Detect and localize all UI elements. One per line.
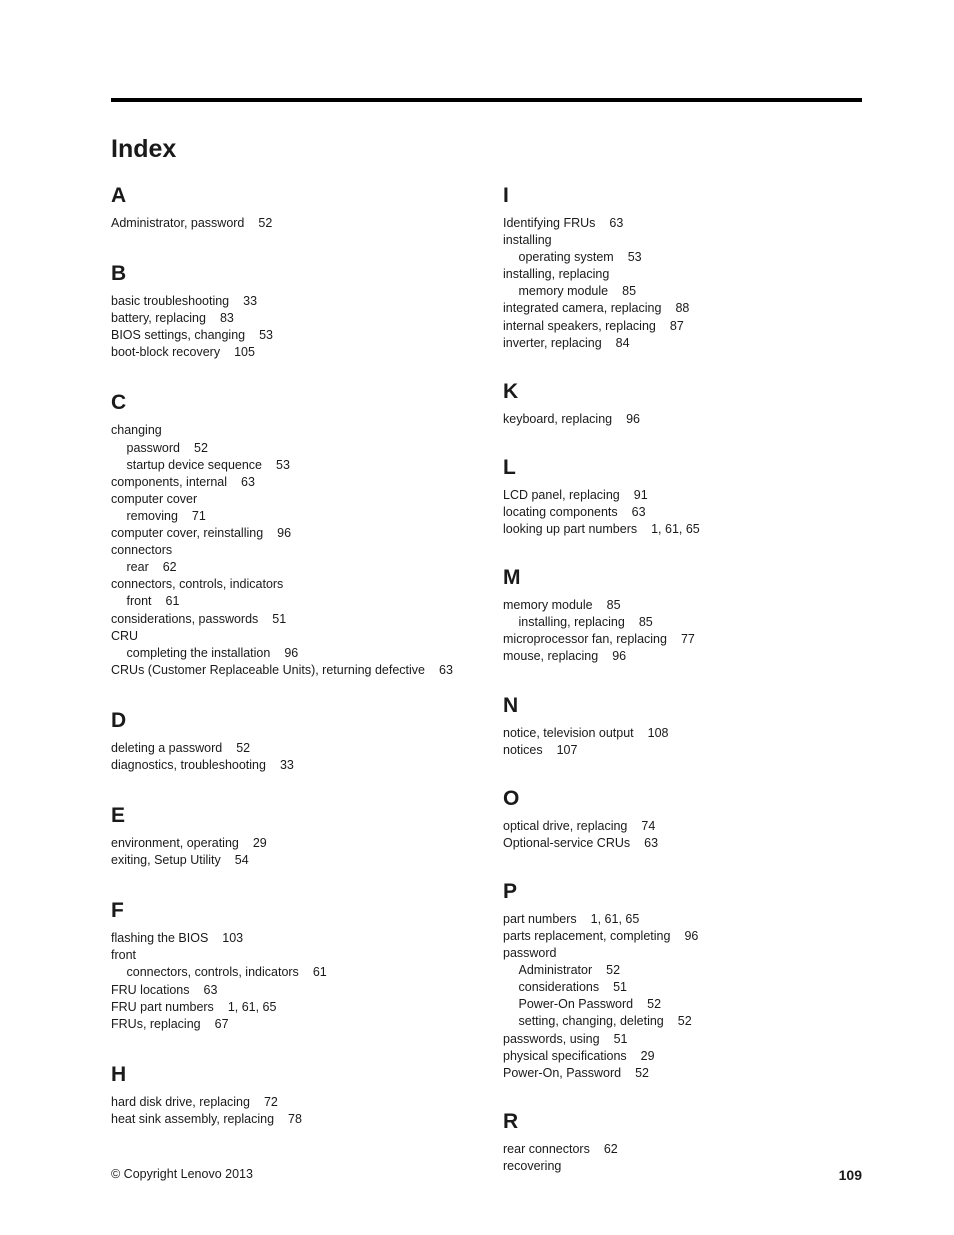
entry-term: microprocessor fan, replacing: [503, 632, 667, 647]
index-section-c: [111, 388, 481, 678]
section-letter: D: [111, 708, 127, 732]
entry-term: environment, operating: [111, 836, 239, 851]
section-letter: F: [111, 899, 124, 923]
entry-term: passwords, using: [503, 1031, 600, 1046]
entry-page-ref: 61: [165, 594, 180, 609]
entry-term: completing the installation: [126, 645, 271, 660]
section-letter: I: [503, 184, 509, 207]
index-entry: [111, 1016, 481, 1033]
entry-page-ref: 72: [263, 1094, 278, 1109]
entry-term: Power-On, Password: [503, 1065, 622, 1080]
entry-term: hard disk drive, replacing: [111, 1094, 250, 1109]
entry-term: Identifying FRUs: [503, 216, 596, 230]
index-section-i: [503, 181, 873, 352]
entry-term: notices: [503, 742, 543, 757]
section-letter: C: [111, 391, 127, 415]
index-entry: [503, 742, 873, 759]
index-subentry: [111, 645, 481, 662]
index-subentry: [111, 508, 481, 525]
entry-page-ref: 103: [222, 931, 244, 946]
entry-page-ref: 96: [284, 645, 299, 660]
entry-page-ref: 78: [288, 1111, 302, 1126]
index-entry: [503, 318, 873, 335]
index-subentry: [111, 440, 481, 457]
index-section-o: [503, 784, 873, 852]
entry-term: BIOS settings, changing: [111, 328, 246, 343]
entry-term: Administrator, password: [111, 216, 245, 230]
entry-term: installing, replacing: [518, 615, 625, 630]
entry-page-ref: 1, 61, 65: [227, 999, 277, 1014]
index-entry: [503, 487, 873, 504]
entry-term: memory module: [503, 598, 593, 613]
entry-term: installing: [503, 233, 552, 248]
index-entry: [503, 232, 873, 249]
entry-term: recovering: [503, 1158, 562, 1173]
index-entry: [503, 1158, 873, 1175]
entry-term: operating system: [518, 250, 614, 265]
entry-term: front: [126, 594, 152, 609]
entry-term: keyboard, replacing: [503, 411, 613, 426]
index-entry: [503, 1048, 873, 1065]
entry-term: components, internal: [111, 474, 228, 489]
index-entry: [111, 662, 481, 679]
index-subentry: [503, 283, 873, 300]
entry-term: CRU: [111, 628, 139, 643]
index-entry: [503, 725, 873, 742]
index-entry: [503, 1065, 873, 1082]
index-entry: [503, 521, 873, 538]
index-subentry: [503, 996, 873, 1013]
index-entry: [503, 911, 873, 928]
entry-term: password: [503, 946, 557, 961]
entry-term: setting, changing, deleting: [518, 1014, 664, 1029]
index-entry: [503, 648, 873, 665]
index-entry: [503, 945, 873, 962]
index-entry: [111, 344, 481, 361]
index-entry: [503, 597, 873, 614]
section-letter: E: [111, 804, 126, 828]
index-entry: [111, 576, 481, 593]
index-entry: [503, 504, 873, 521]
entry-page-ref: 1, 61, 65: [590, 911, 640, 926]
index-section-b: [111, 259, 481, 361]
entry-page-ref: 91: [633, 487, 648, 502]
entry-term: FRUs, replacing: [111, 1016, 201, 1031]
entry-page-ref: 71: [191, 508, 206, 523]
entry-page-ref: 63: [644, 835, 659, 850]
index-section-f: [111, 896, 481, 1033]
entry-term: inverter, replacing: [503, 335, 602, 350]
index-entry: [111, 999, 481, 1016]
entry-term: heat sink assembly, replacing: [111, 1111, 275, 1126]
entry-term: password: [126, 440, 180, 455]
entry-term: considerations: [518, 980, 600, 995]
entry-term: startup device sequence: [126, 457, 263, 472]
entry-page-ref: 96: [612, 649, 627, 664]
entry-term: physical specifications: [503, 1048, 627, 1063]
entry-term: computer cover, reinstalling: [111, 526, 264, 541]
entry-page-ref: 85: [622, 284, 637, 299]
index-section-m: [503, 563, 873, 665]
index-section-k: [503, 377, 873, 428]
entry-page-ref: 96: [626, 411, 641, 426]
entry-page-ref: 63: [241, 474, 255, 489]
index-entry: [111, 757, 481, 774]
index-entry: [503, 1141, 873, 1158]
entry-page-ref: 63: [439, 662, 453, 677]
index-entry: [111, 474, 481, 491]
entry-page-ref: 63: [631, 504, 646, 519]
index-subentry: [503, 1013, 873, 1030]
entry-term: mouse, replacing: [503, 649, 599, 664]
entry-page-ref: 85: [638, 615, 653, 630]
index-entry: [111, 835, 481, 852]
page-number: 109: [838, 1167, 862, 1183]
index-entry: [503, 300, 873, 317]
entry-page-ref: 29: [640, 1048, 655, 1063]
section-letter: H: [111, 1062, 127, 1086]
index-entry: [111, 930, 481, 947]
entry-term: LCD panel, replacing: [503, 487, 620, 502]
entry-page-ref: 62: [603, 1141, 618, 1156]
entry-term: connectors: [111, 543, 173, 558]
entry-page-ref: 53: [276, 457, 290, 472]
entry-page-ref: 77: [680, 632, 695, 647]
index-entry: [111, 982, 481, 999]
index-section-r: [503, 1107, 873, 1175]
entry-term: memory module: [518, 284, 609, 299]
entry-term: deleting a password: [111, 740, 223, 755]
entry-page-ref: 52: [606, 963, 621, 978]
entry-page-ref: 52: [194, 440, 208, 455]
entry-page-ref: 96: [684, 928, 699, 943]
entry-term: diagnostics, troubleshooting: [111, 757, 266, 772]
entry-term: connectors, controls, indicators: [111, 577, 284, 592]
entry-page-ref: 61: [312, 965, 327, 980]
entry-term: boot-block recovery: [111, 345, 221, 360]
entry-page-ref: 52: [677, 1014, 692, 1029]
entry-page-ref: 108: [647, 725, 669, 740]
index-section-l: [503, 453, 873, 538]
entry-page-ref: 96: [277, 526, 292, 541]
index-entry: [503, 818, 873, 835]
index-entry: [111, 611, 481, 628]
entry-page-ref: 52: [647, 997, 662, 1012]
entry-page-ref: 33: [243, 294, 258, 309]
section-letter: P: [503, 879, 518, 903]
entry-page-ref: 1, 61, 65: [651, 522, 700, 537]
index-entry: [111, 327, 481, 344]
entry-page-ref: 53: [627, 250, 642, 265]
entry-term: FRU part numbers: [111, 999, 214, 1014]
section-letter: O: [503, 786, 520, 810]
entry-page-ref: 67: [214, 1016, 229, 1031]
entry-term: flashing the BIOS: [111, 931, 209, 946]
entry-page-ref: 83: [219, 311, 234, 326]
entry-term: removing: [126, 508, 178, 523]
section-letter: N: [503, 693, 519, 717]
entry-term: changing: [111, 423, 162, 438]
index-entry: [503, 266, 873, 283]
index-entry: [503, 411, 873, 428]
entry-term: Power-On Password: [518, 997, 634, 1012]
entry-term: front: [111, 948, 137, 963]
entry-term: exiting, Setup Utility: [111, 853, 221, 868]
index-section-e: [111, 801, 481, 869]
entry-term: optical drive, replacing: [503, 818, 628, 833]
entry-page-ref: 52: [635, 1065, 650, 1080]
entry-page-ref: 62: [162, 560, 177, 575]
index-entry: [111, 1111, 481, 1128]
entry-page-ref: 53: [259, 328, 274, 343]
index-column-right: [503, 181, 873, 1175]
entry-term: Administrator: [518, 963, 593, 978]
index-entry: [503, 631, 873, 648]
index-entry: [111, 215, 481, 232]
entry-page-ref: 84: [615, 335, 630, 350]
index-subentry: [503, 249, 873, 266]
entry-term: internal speakers, replacing: [503, 318, 656, 333]
entry-page-ref: 105: [234, 345, 255, 360]
top-rule: [111, 98, 862, 102]
entry-term: CRUs (Customer Replaceable Units), returning defective: [111, 662, 426, 677]
index-entry: [111, 422, 481, 439]
entry-term: parts replacement, completing: [503, 928, 671, 943]
index-section-d: [111, 706, 481, 774]
index-entry: [111, 491, 481, 508]
entry-page-ref: 51: [272, 611, 287, 626]
index-entry: [503, 928, 873, 945]
section-letter: K: [503, 379, 519, 403]
section-letter: A: [111, 184, 127, 207]
entry-term: battery, replacing: [111, 311, 206, 326]
index-subentry: [111, 559, 481, 576]
entry-page-ref: 63: [609, 216, 624, 230]
entry-term: computer cover: [111, 491, 198, 506]
index-subentry: [503, 614, 873, 631]
section-letter: R: [503, 1109, 519, 1133]
index-entry: [111, 740, 481, 757]
entry-term: considerations, passwords: [111, 611, 259, 626]
entry-term: connectors, controls, indicators: [126, 965, 299, 980]
index-entry: [111, 947, 481, 964]
entry-term: basic troubleshooting: [111, 294, 230, 309]
entry-term: looking up part numbers: [503, 522, 638, 537]
index-section-a: [111, 181, 481, 232]
index-subentry: [111, 593, 481, 610]
index-subentry: [503, 979, 873, 996]
entry-term: part numbers: [503, 911, 577, 926]
copyright-notice: © Copyright Lenovo 2013: [111, 1167, 253, 1181]
entry-page-ref: 88: [675, 301, 690, 316]
index-entry: [111, 1094, 481, 1111]
entry-page-ref: 51: [613, 1031, 628, 1046]
index-entry: [503, 215, 873, 232]
entry-term: installing, replacing: [503, 267, 610, 282]
entry-term: integrated camera, replacing: [503, 301, 662, 316]
index-section-n: [503, 691, 873, 759]
page-title: Index: [111, 135, 177, 163]
entry-term: Optional-service CRUs: [503, 835, 631, 850]
entry-page-ref: 51: [613, 980, 628, 995]
index-subentry: [503, 962, 873, 979]
entry-page-ref: 29: [252, 836, 267, 851]
section-letter: B: [111, 262, 127, 286]
entry-page-ref: 87: [669, 318, 684, 333]
section-letter: M: [503, 566, 521, 590]
index-entry: [111, 310, 481, 327]
entry-page-ref: 63: [203, 982, 218, 997]
entry-page-ref: 85: [606, 598, 621, 613]
entry-page-ref: 33: [279, 757, 294, 772]
index-column-left: [111, 181, 481, 1128]
index-entry: [111, 525, 481, 542]
entry-term: rear connectors: [503, 1141, 590, 1156]
index-entry: [503, 335, 873, 352]
index-section-p: [503, 877, 873, 1082]
index-section-h: [111, 1060, 481, 1128]
index-entry: [111, 628, 481, 645]
entry-page-ref: 52: [258, 216, 273, 230]
entry-page-ref: 52: [236, 740, 251, 755]
index-entry: [503, 835, 873, 852]
entry-page-ref: 74: [641, 818, 656, 833]
entry-term: notice, television output: [503, 725, 634, 740]
section-letter: L: [503, 455, 516, 479]
index-subentry: [111, 457, 481, 474]
index-subentry: [111, 964, 481, 981]
entry-page-ref: 54: [234, 853, 249, 868]
entry-term: rear: [126, 560, 149, 575]
index-entry: [111, 293, 481, 310]
entry-term: locating components: [503, 504, 618, 519]
index-entry: [503, 1031, 873, 1048]
entry-term: FRU locations: [111, 982, 190, 997]
index-entry: [111, 542, 481, 559]
entry-page-ref: 107: [556, 742, 578, 757]
index-entry: [111, 852, 481, 869]
